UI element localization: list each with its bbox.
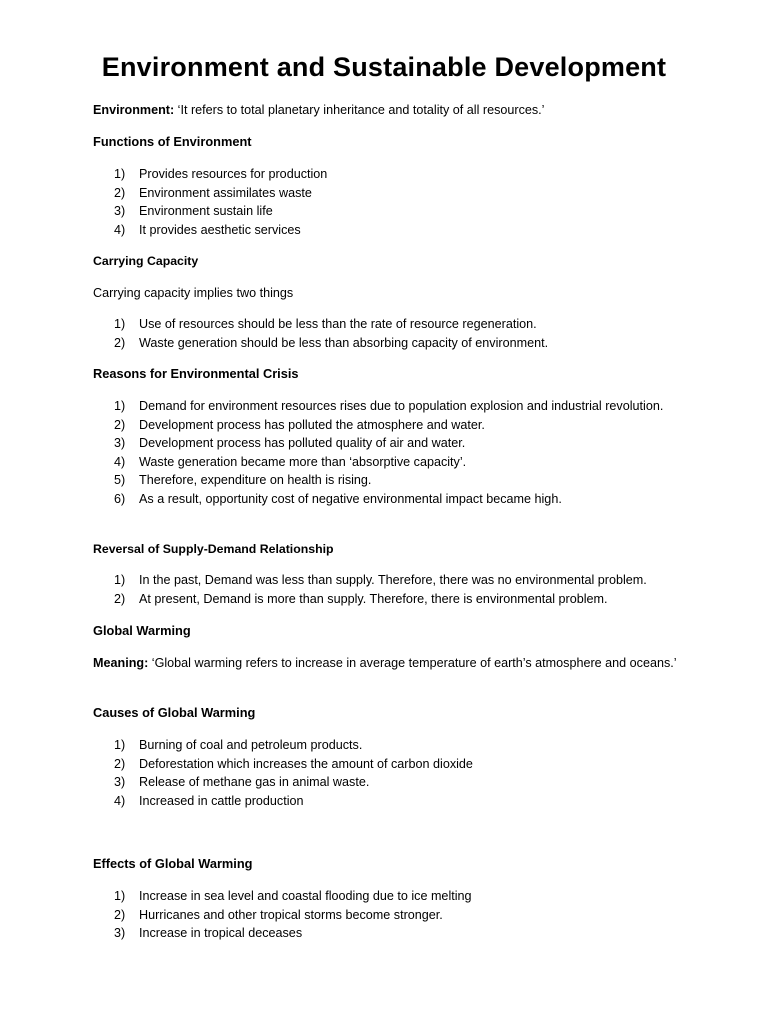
list-text: Use of resources should be less than the rate of resource regeneration. bbox=[139, 317, 537, 331]
carrying-capacity-list bbox=[0, 315, 768, 352]
list-item bbox=[0, 221, 679, 240]
list-text: Environment sustain life bbox=[139, 204, 273, 219]
list-text: As a result, opportunity cost of negative environmental impact became high. bbox=[139, 491, 562, 506]
meaning-label: Meaning: bbox=[93, 656, 149, 670]
crisis-list bbox=[0, 397, 768, 509]
environment-definition bbox=[93, 101, 683, 120]
list-item bbox=[0, 590, 679, 609]
list-number: 3) bbox=[114, 436, 126, 451]
list-text: Development process has polluted quality of air and water. bbox=[139, 436, 466, 451]
list-number: 3) bbox=[114, 775, 126, 790]
list-number: 2) bbox=[114, 185, 126, 200]
list-number: 1) bbox=[114, 167, 126, 181]
reversal-list bbox=[0, 571, 768, 608]
list-number: 2) bbox=[114, 417, 126, 432]
effects-list bbox=[0, 887, 768, 943]
list-item bbox=[0, 571, 679, 590]
list-number: 2) bbox=[114, 335, 126, 350]
list-item bbox=[0, 755, 679, 774]
effects-heading: Effects of Global Warming bbox=[93, 856, 253, 871]
document-title: Environment and Sustainable Development bbox=[101, 52, 667, 82]
list-number: 4) bbox=[114, 793, 126, 808]
reversal-heading: Reversal of Supply-Demand Relationship bbox=[93, 542, 334, 556]
list-text: Hurricanes and other tropical storms become stronger. bbox=[139, 907, 443, 922]
list-number: 3) bbox=[114, 204, 126, 219]
list-text: Development process has polluted the atmosphere and water. bbox=[139, 417, 485, 432]
crisis-heading: Reasons for Environmental Crisis bbox=[93, 366, 299, 381]
carrying-capacity-intro: Carrying capacity implies two things bbox=[93, 286, 294, 300]
list-text: At present, Demand is more than supply. Therefore, there is environmental problem. bbox=[139, 591, 608, 606]
list-number: 1) bbox=[114, 573, 126, 587]
carrying-capacity-heading: Carrying Capacity bbox=[93, 254, 199, 268]
list-number: 6) bbox=[114, 491, 126, 506]
list-text: Demand for environment resources rises due to population explosion and industrial revolution. bbox=[139, 399, 664, 413]
global-warming-heading: Global Warming bbox=[93, 623, 191, 638]
global-warming-meaning bbox=[93, 654, 683, 673]
list-item bbox=[0, 434, 679, 453]
list-text: In the past, Demand was less than supply. Therefore, there was no environmental problem. bbox=[139, 573, 647, 587]
list-text: Deforestation which increases the amount of carbon dioxide bbox=[139, 756, 473, 771]
functions-list bbox=[0, 165, 768, 239]
list-text: Increase in sea level and coastal flooding due to ice melting bbox=[139, 889, 472, 903]
list-number: 1) bbox=[114, 317, 126, 331]
causes-list bbox=[0, 736, 768, 810]
list-item bbox=[0, 334, 679, 353]
list-item bbox=[0, 184, 679, 203]
list-item bbox=[0, 397, 679, 416]
list-number: 3) bbox=[114, 926, 126, 941]
list-item bbox=[0, 490, 679, 509]
list-number: 2) bbox=[114, 907, 126, 922]
list-text: Waste generation should be less than absorbing capacity of environment. bbox=[139, 335, 549, 350]
list-number: 2) bbox=[114, 591, 126, 606]
list-item bbox=[0, 453, 679, 472]
list-text: Waste generation became more than ‘absorptive capacity’. bbox=[139, 454, 467, 469]
environment-text: ‘It refers to total planetary inheritance and totality of all resources.’ bbox=[174, 103, 545, 117]
list-number: 1) bbox=[114, 889, 126, 903]
list-number: 4) bbox=[114, 454, 126, 469]
list-text: Burning of coal and petroleum products. bbox=[139, 738, 363, 752]
list-number: 2) bbox=[114, 756, 126, 771]
list-text: Increased in cattle production bbox=[139, 793, 304, 808]
meaning-text: ‘Global warming refers to increase in average temperature of earth’s atmosphere and oceans.’ bbox=[148, 656, 677, 670]
list-text: Therefore, expenditure on health is rising. bbox=[139, 473, 372, 488]
list-number: 4) bbox=[114, 222, 126, 237]
list-item bbox=[0, 165, 679, 184]
list-text: Environment assimilates waste bbox=[139, 185, 312, 200]
environment-label: Environment: bbox=[93, 103, 175, 117]
list-number: 5) bbox=[114, 473, 126, 488]
list-item bbox=[0, 315, 679, 334]
list-text: Release of methane gas in animal waste. bbox=[139, 775, 370, 790]
list-item bbox=[0, 416, 679, 435]
list-number: 1) bbox=[114, 738, 126, 752]
list-text: It provides aesthetic services bbox=[139, 222, 301, 237]
list-text: Provides resources for production bbox=[139, 167, 328, 181]
list-text: Increase in tropical deceases bbox=[139, 926, 303, 941]
list-item bbox=[0, 887, 679, 906]
list-item bbox=[0, 736, 679, 755]
list-number: 1) bbox=[114, 399, 126, 413]
causes-heading: Causes of Global Warming bbox=[93, 705, 256, 720]
list-item bbox=[0, 202, 679, 221]
functions-heading: Functions of Environment bbox=[93, 134, 252, 149]
list-item bbox=[0, 471, 679, 490]
list-item bbox=[0, 773, 679, 792]
list-item bbox=[0, 924, 679, 943]
list-item bbox=[0, 906, 679, 925]
list-item bbox=[0, 792, 679, 811]
